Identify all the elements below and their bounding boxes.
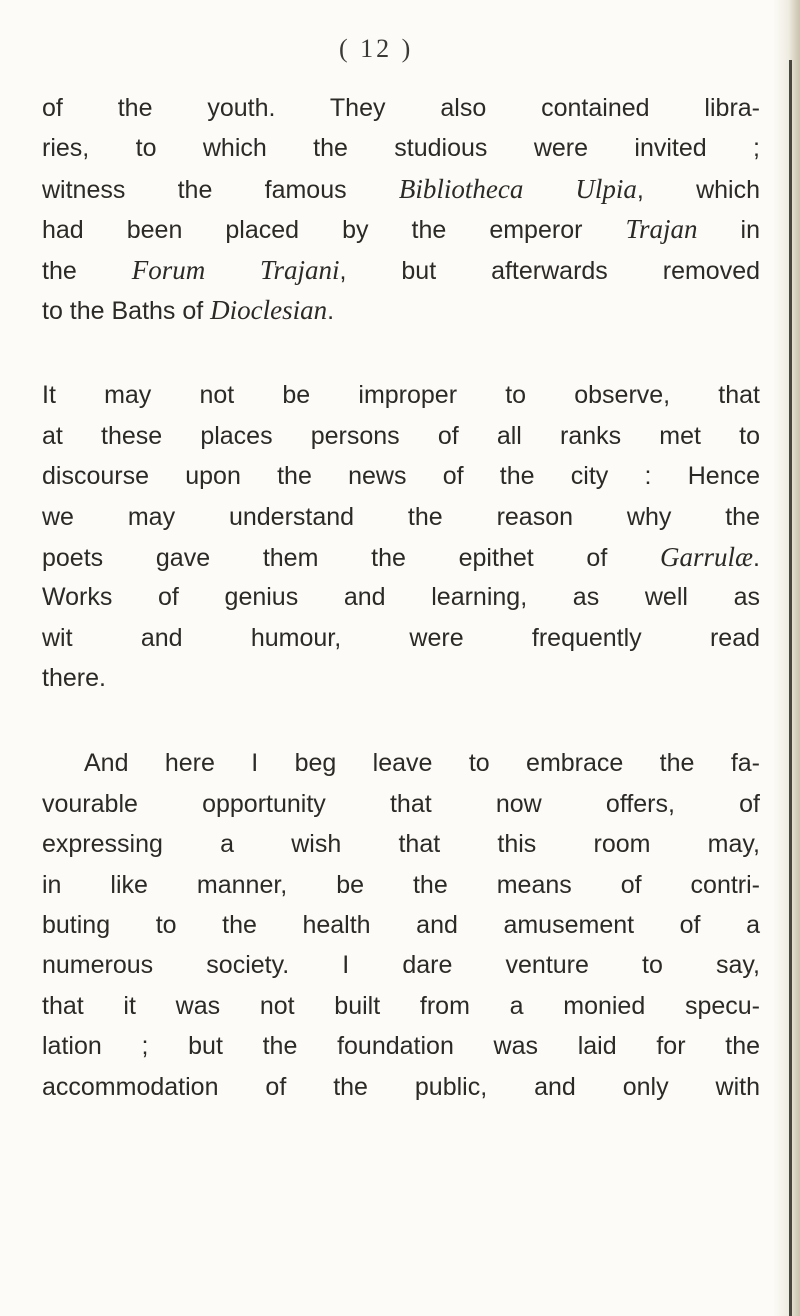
text-line: ries, to which the studious were invited ; [42,134,760,163]
text-line: And here I beg leave to embrace the fa- [84,749,760,778]
text-line: there. [42,664,106,693]
text-line: lation ; but the foundation was laid for the [42,1032,760,1061]
paragraph-1 [42,88,760,330]
text-line: discourse upon the news of the city : Hence [42,462,760,491]
italic-word: Garrulæ [660,541,754,572]
italic-place: Forum Trajani [131,254,340,285]
text-line: that it was not built from a monied specu- [42,991,760,1020]
text-line: wit and humour, were frequently read [42,623,760,652]
paragraph-3 [42,743,760,1107]
text-line: expressing a wish that this room may, [42,830,760,859]
text-line: It may not be improper to observe, that [42,381,760,410]
text-line: buting to the health and amusement of a [42,911,760,940]
page-number: ( 12 ) [339,34,414,63]
text-line: of the youth. They also contained libra- [42,94,760,122]
binding-edge-line [789,60,792,1316]
italic-title: Bibliotheca Ulpia [398,173,637,204]
text-line: vourable opportunity that now offers, of [42,789,760,818]
text-line: the Forum Trajani, but afterwards removed [42,254,761,285]
text-line: in like manner, be the means of contri- [42,870,760,899]
text-line: witness the famous Bibliotheca Ulpia, which [42,173,761,204]
text-line: numerous society. I dare venture to say, [42,951,760,980]
italic-name: Dioclesian [210,294,328,325]
paragraph-2 [42,375,760,698]
text-line: accommodation of the public, and only with [42,1072,760,1101]
text-line: at these places persons of all ranks met to [42,421,760,450]
text-line: Works of genius and learning, as well as [42,583,760,612]
text-line: to the Baths of Dioclesian. [42,294,335,325]
page-edge-shadow [774,0,800,1316]
text-line: poets gave them the epithet of Garrulæ. [42,541,760,572]
text-line: we may understand the reason why the [42,502,760,531]
italic-name: Trajan [625,214,698,245]
page-text [42,88,760,1107]
text-line: had been placed by the emperor Trajan in [42,214,761,245]
